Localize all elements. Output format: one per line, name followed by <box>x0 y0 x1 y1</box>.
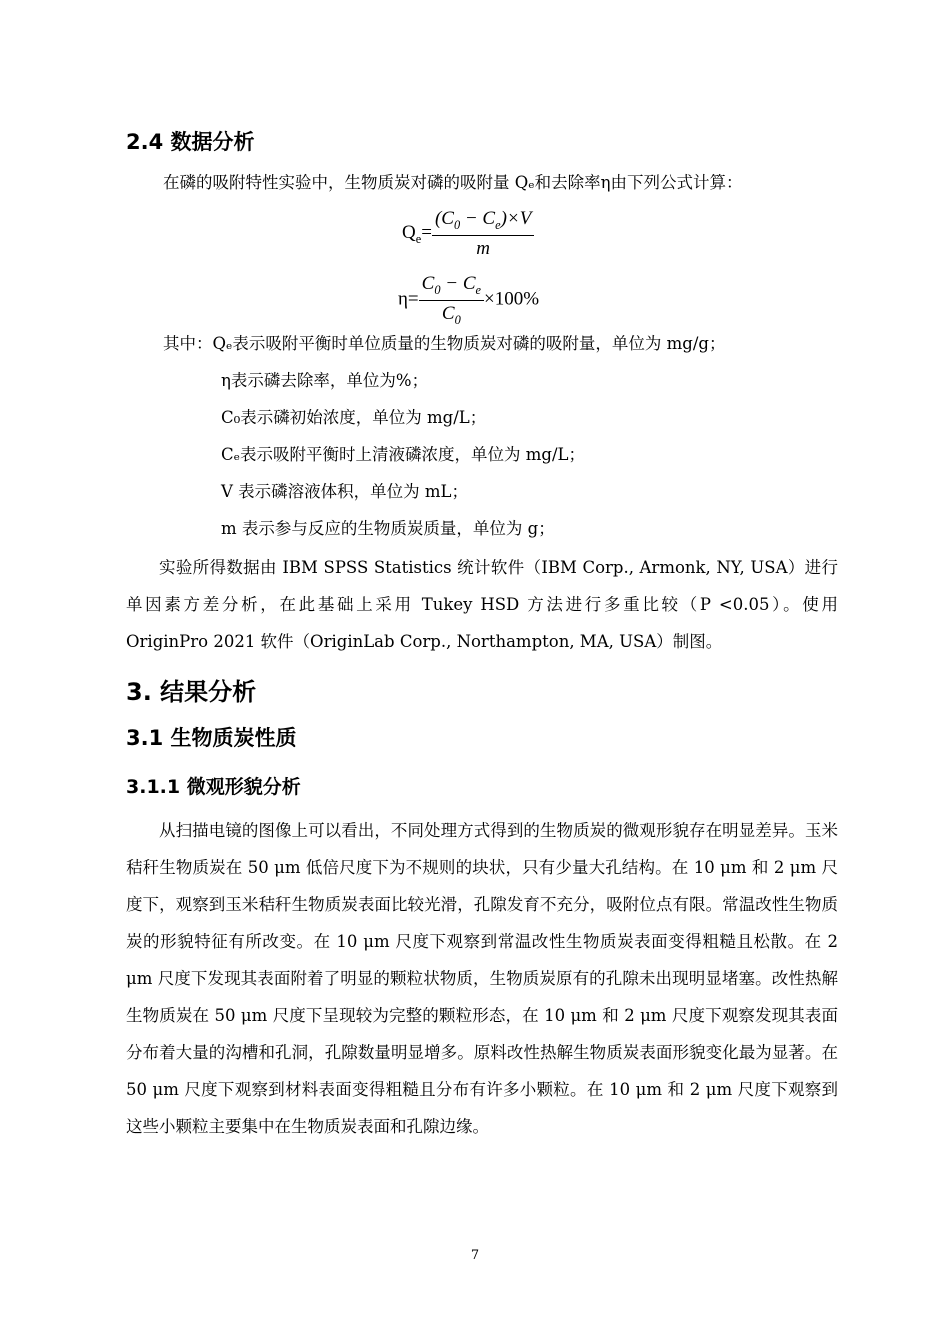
heading-2-4: 2.4 数据分析 <box>126 130 255 154</box>
formula-eta-suffix: ×100% <box>484 288 540 310</box>
intro-text: 在磷的吸附特性实验中，生物质炭对磷的吸附量 Qₑ和去除率η由下列公式计算： <box>163 173 743 192</box>
formula-removal <box>398 273 539 328</box>
morphology-paragraph: 从扫描电镜的图像上可以看出，不同处理方式得到的生物质炭的微观形貌存在明显差异。玉米秸秆生物质炭在 50 μm 低倍尺度下为不规则的块状，只有少量大孔结构。在 10 μm 和 2 μm 尺度下，观察到玉米秸秆生物质炭表面比较光滑，孔隙发育不充分，吸附位点有限。常温改性生物质炭的形貌特征有所改变。在 10 μm 尺度下观察到常温改性生物质炭表面变得粗糙且松散。在 2 μm 尺度下发现其表面附着了明显的颗粒状物质，生物质炭原有的孔隙未出现明显堵塞。改性热解生物质炭在 50 μm 尺度下呈现较为完整的颗粒形态，在 10 μm 和 2 μm 尺度下观察发现其表面分布着大量的沟槽和孔洞，孔隙数量明显增多。原料改性热解生物质炭表面形貌变化最为显著。在 50 μm 尺度下观察到材料表面变得粗糙且分布有许多小颗粒。在 10 μm 和 2 μm 尺度下观察到这些小颗粒主要集中在生物质炭表面和孔隙边缘。 <box>126 821 838 1136</box>
stats-paragraph: 实验所得数据由 IBM SPSS Statistics 统计软件（IBM Corp., Armonk, NY, USA）进行单因素方差分析，在此基础上采用 Tukey HSD 方法进行多重比较（P <0.05）。使用 OriginPro 2021 软件（OriginLab Corp., Northampton, MA, USA）制图。 <box>126 558 838 651</box>
heading-3-1: 3.1 生物质炭性质 <box>126 726 297 750</box>
def-m: m 表示参与反应的生物质炭质量，单位为 g； <box>221 519 555 538</box>
formula-eta-denominator: $C_0$ <box>441 302 461 327</box>
heading-3-1-1: 3.1.1 微观形貌分析 <box>126 776 301 798</box>
def-c0: C₀表示磷初始浓度，单位为 mg/L； <box>221 408 487 427</box>
def-qe: 其中：Qₑ表示吸附平衡时单位质量的生物质炭对磷的吸附量，单位为 mg/g； <box>163 334 726 353</box>
formula-q-denominator: m <box>476 237 491 259</box>
formula-q-fraction <box>432 208 534 260</box>
formula-q-numerator: $(C_0 - C_e)\times V$ <box>432 208 534 236</box>
page-number: 7 <box>470 1248 480 1263</box>
def-v: V 表示磷溶液体积，单位为 mL； <box>221 482 469 501</box>
formula-q-lhs: $Q_e=$ <box>402 222 432 247</box>
heading-3: 3. 结果分析 <box>126 678 257 706</box>
def-eta: η表示磷去除率，单位为%； <box>221 371 429 390</box>
formula-eta-fraction <box>419 273 484 328</box>
formula-adsorption <box>402 208 534 260</box>
def-ce: Cₑ表示吸附平衡时上清液磷浓度，单位为 mg/L； <box>221 445 585 464</box>
formula-eta-lhs: η= <box>398 288 419 310</box>
formula-eta-numerator: $C_0 - C_e$ <box>419 273 484 301</box>
